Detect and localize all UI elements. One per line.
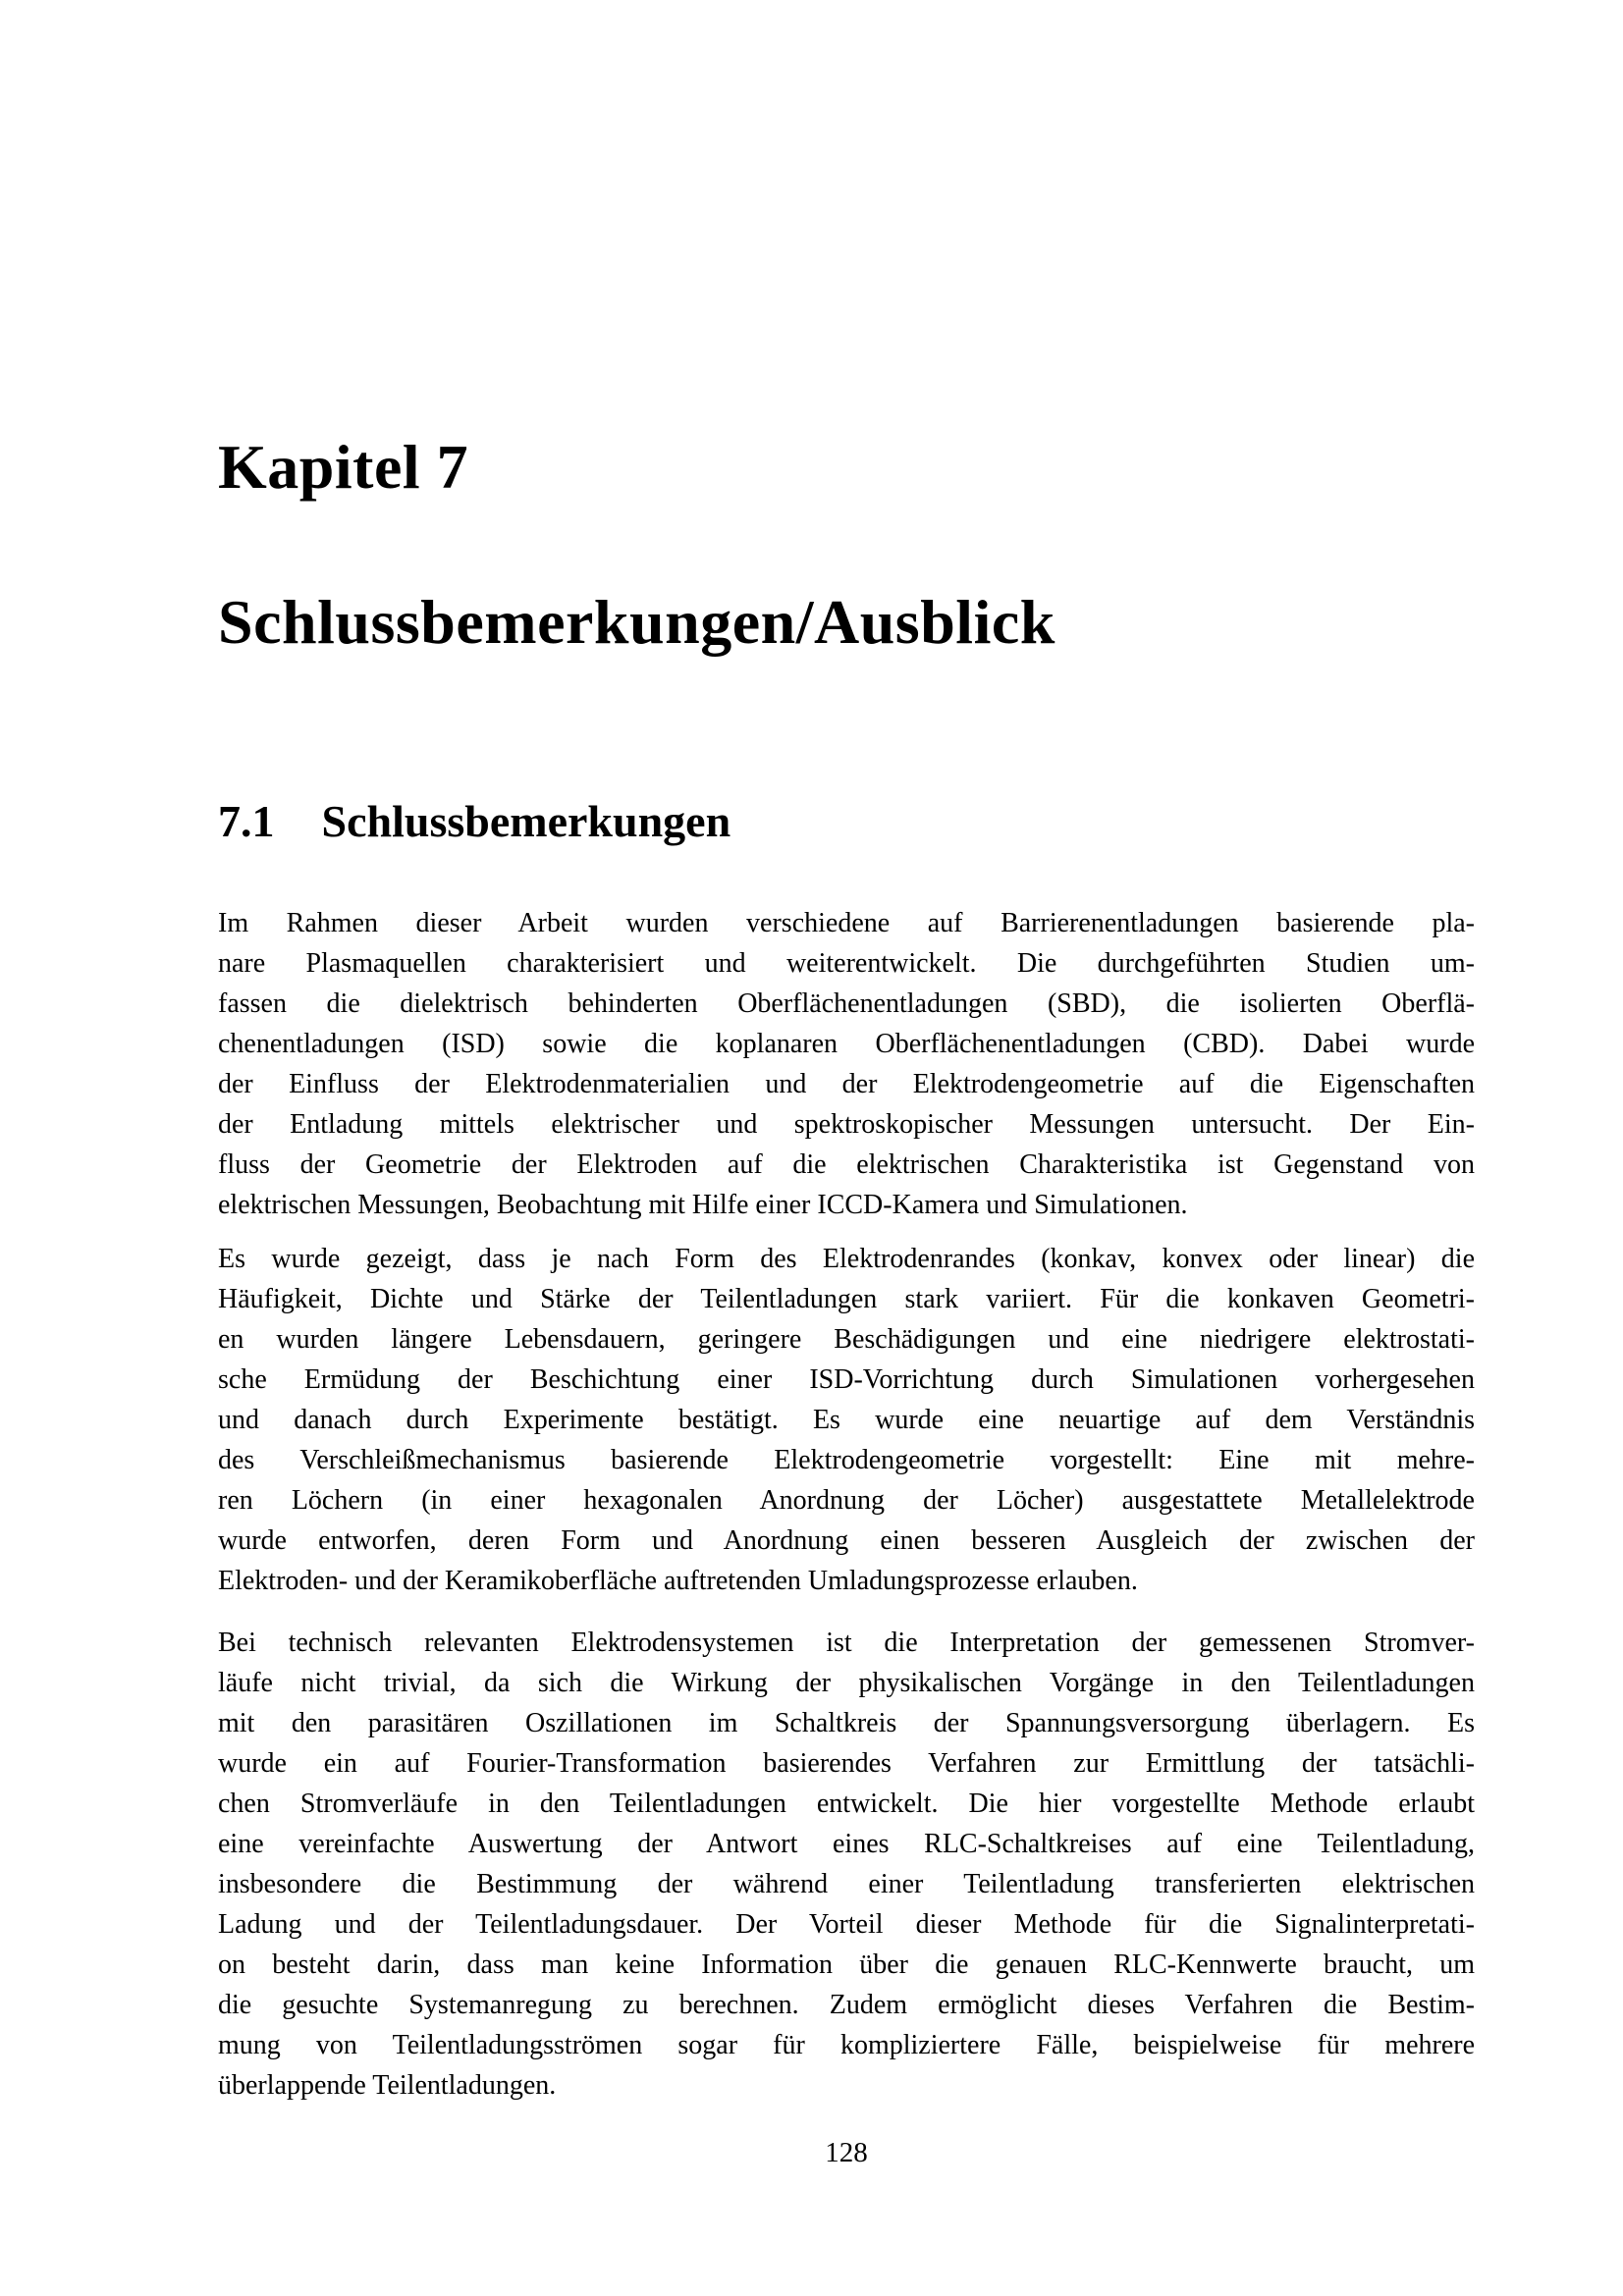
text-line: ren Löchern (in einer hexagonalen Anordnung der Löcher) ausgestattete Metallelektrode (218, 1485, 1475, 1516)
text-line: die gesuchte Systemanregung zu berechnen. Zudem ermöglicht dieses Verfahren die Bestim- (218, 1990, 1475, 2020)
text-line: insbesondere die Bestimmung der während einer Teilentladung transferierten elektrischen (218, 1869, 1475, 1899)
text-line: überlappende Teilentladungen. (218, 2070, 557, 2101)
text-line: wurde entworfen, deren Form und Anordnung einen besseren Ausgleich der zwischen der (218, 1525, 1475, 1556)
text-line: en wurden längere Lebensdauern, geringere Beschädigungen und eine niedrigere elektrostati- (218, 1324, 1475, 1355)
text-line: eine vereinfachte Auswertung der Antwort eines RLC-Schaltkreises auf eine Teilentladung, (218, 1829, 1475, 1859)
text-line: des Verschleißmechanismus basierende Elektrodengeometrie vorgestellt: Eine mit mehre- (218, 1445, 1475, 1475)
text-line: läufe nicht trivial, da sich die Wirkung der physikalischen Vorgänge in den Teilentladungen (218, 1668, 1475, 1698)
text-line: chenentladungen (ISD) sowie die koplanaren Oberflächenentladungen (CBD). Dabei wurde (218, 1029, 1475, 1059)
text-line: und danach durch Experimente bestätigt. Es wurde eine neuartige auf dem Verständnis (218, 1405, 1475, 1435)
section-number: 7.1 (218, 796, 275, 846)
text-line: der Entladung mittels elektrischer und spektroskopischer Messungen untersucht. Der Ein- (218, 1109, 1475, 1140)
section-heading (218, 797, 1475, 846)
text-line: mit den parasitären Oszillationen im Schaltkreis der Spannungsversorgung überlagern. Es (218, 1708, 1475, 1738)
text-line: Im Rahmen dieser Arbeit wurden verschiedene auf Barrierenentladungen basierende pla- (218, 908, 1475, 938)
text-line: Elektroden- und der Keramikoberfläche auftretenden Umladungsprozesse erlauben. (218, 1566, 1138, 1596)
text-line: fluss der Geometrie der Elektroden auf die elektrischen Charakteristika ist Gegenstand von (218, 1149, 1475, 1180)
text-line: der Einfluss der Elektrodenmaterialien und der Elektrodengeometrie auf die Eigenschaften (218, 1069, 1475, 1099)
text-line: wurde ein auf Fourier-Transformation basierendes Verfahren zur Ermittlung der tatsächli- (218, 1748, 1475, 1779)
text-line: mung von Teilentladungsströmen sogar für kompliziertere Fälle, beispielweise für mehrere (218, 2030, 1475, 2060)
page-number: 128 (825, 2137, 868, 2168)
text-line: Bei technisch relevanten Elektrodensystemen ist die Interpretation der gemessenen Stromver- (218, 1628, 1475, 1658)
text-line: fassen die dielektrisch behinderten Oberflächenentladungen (SBD), die isolierten Oberflä- (218, 988, 1475, 1019)
text-line: sche Ermüdung der Beschichtung einer ISD-Vorrichtung durch Simulationen vorhergesehen (218, 1364, 1475, 1395)
text-line: chen Stromverläufe in den Teilentladungen entwickelt. Die hier vorgestellte Methode erlaubt (218, 1789, 1475, 1819)
chapter-label: Kapitel 7 (218, 432, 469, 502)
paragraph-2 (218, 1239, 1475, 1601)
text-line: on besteht darin, dass man keine Information über die genauen RLC-Kennwerte braucht, um (218, 1949, 1475, 1980)
section-title: Schlussbemerkungen (321, 796, 731, 846)
text-line: Ladung und der Teilentladungsdauer. Der Vorteil dieser Methode für die Signalinterpretati- (218, 1909, 1475, 1940)
paragraph-3 (218, 1623, 1475, 2106)
paragraph-1 (218, 903, 1475, 1225)
text-line: nare Plasmaquellen charakterisiert und weiterentwickelt. Die durchgeführten Studien um- (218, 948, 1475, 979)
chapter-title: Schlussbemerkungen/Ausblick (218, 587, 1055, 657)
text-line: elektrischen Messungen, Beobachtung mit Hilfe einer ICCD-Kamera und Simulationen. (218, 1190, 1188, 1220)
text-line: Häufigkeit, Dichte und Stärke der Teilentladungen stark variiert. Für die konkaven Geometri- (218, 1284, 1475, 1314)
text-line: Es wurde gezeigt, dass je nach Form des Elektrodenrandes (konkav, konvex oder linear) die (218, 1244, 1475, 1274)
